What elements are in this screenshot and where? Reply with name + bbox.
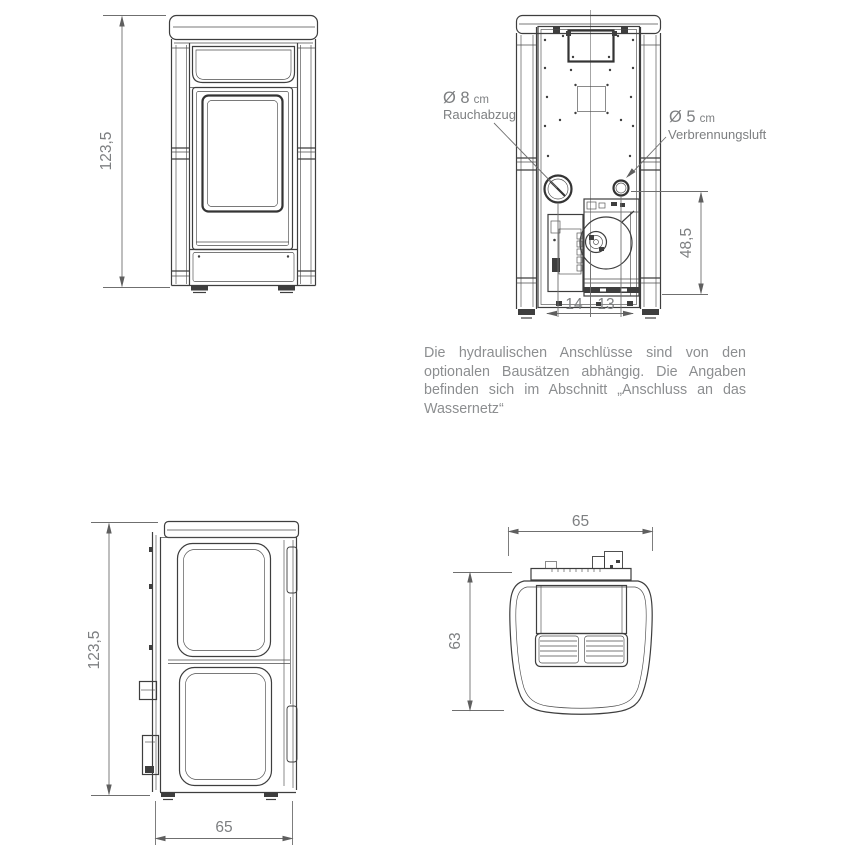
- top-grille: [536, 634, 628, 667]
- panel-screws: [544, 35, 634, 157]
- back-hopper-recess: [566, 31, 617, 62]
- top-view: [447, 513, 654, 714]
- arrow-left: [155, 836, 166, 841]
- note-line-1: Die hydraulischen Anschlüsse sind von den: [424, 345, 746, 361]
- arrow-right: [623, 311, 634, 317]
- arrow-down: [106, 785, 111, 796]
- front-view: [98, 16, 318, 293]
- arrow-down: [467, 701, 472, 712]
- arrow-down: [119, 277, 124, 288]
- arrow-left: [508, 529, 519, 534]
- hydraulic-note: [424, 344, 746, 418]
- fan-assembly: [580, 199, 639, 296]
- note-line-2: optionalen Bausätzen abhängig. Die Angaben: [424, 363, 746, 380]
- flue-label-text: Ø 8 cm: [443, 89, 489, 107]
- note-line-3: befinden sich im Abschnitt „Anschluss an das: [424, 382, 746, 399]
- note-line-4: Wassernetz“: [424, 400, 504, 417]
- top-depth-dimension: [447, 572, 512, 712]
- control-board: [548, 215, 583, 292]
- front-cap: [170, 16, 318, 44]
- arrow-up: [119, 16, 124, 27]
- front-feet: [191, 286, 295, 293]
- front-door-glass: [203, 96, 283, 212]
- air-label: [626, 108, 767, 178]
- side-view: [86, 522, 299, 846]
- arrow-up: [106, 523, 111, 534]
- front-base: [172, 250, 316, 286]
- back-height-dimension: [631, 192, 708, 295]
- arrow-up: [467, 572, 472, 583]
- side-height-dimension: [86, 523, 158, 796]
- arrow-right: [643, 529, 654, 534]
- front-height-value: 123,5: [98, 131, 115, 171]
- back-height-value: 48,5: [678, 227, 695, 259]
- side-hinges: [287, 547, 297, 762]
- top-cap-plate: [531, 569, 631, 581]
- side-tile-lower: [180, 668, 272, 786]
- arrow-up: [698, 192, 703, 203]
- top-depth-value: 63: [447, 632, 464, 650]
- air-inlet-port: [614, 181, 629, 196]
- side-height-value: 123,5: [86, 630, 103, 670]
- arrow-left: [546, 311, 557, 317]
- side-cap: [165, 522, 299, 538]
- side-width-value: 65: [215, 819, 233, 836]
- air-label-name: Verbrennungsluft: [668, 127, 767, 142]
- top-width-dimension: [508, 513, 654, 556]
- side-body: [160, 538, 297, 793]
- side-width-dimension: [155, 801, 294, 845]
- flue-label-name: Rauchabzug: [443, 107, 516, 122]
- front-door: [193, 88, 293, 250]
- back-view: [443, 10, 767, 318]
- top-width-value: 65: [571, 513, 590, 530]
- side-feet: [161, 792, 278, 800]
- top-hopper-opening: [537, 586, 627, 634]
- top-protrusions: [546, 552, 623, 569]
- front-height-dimension: [98, 16, 170, 288]
- back-inspection-square: [574, 84, 608, 114]
- front-upper-panel: [190, 47, 297, 88]
- arrow-right: [283, 836, 294, 841]
- back-dim-left-value: 14: [565, 296, 583, 313]
- air-label-text: Ø 5 cm: [669, 108, 715, 126]
- side-tile-upper: [178, 544, 271, 657]
- arrow-to-air-port: [626, 168, 636, 178]
- side-handle: [140, 682, 157, 700]
- back-dim-right-value: 13: [597, 296, 615, 313]
- top-outline: [510, 581, 652, 714]
- arrow-down: [698, 284, 703, 295]
- flue-label: [443, 89, 557, 188]
